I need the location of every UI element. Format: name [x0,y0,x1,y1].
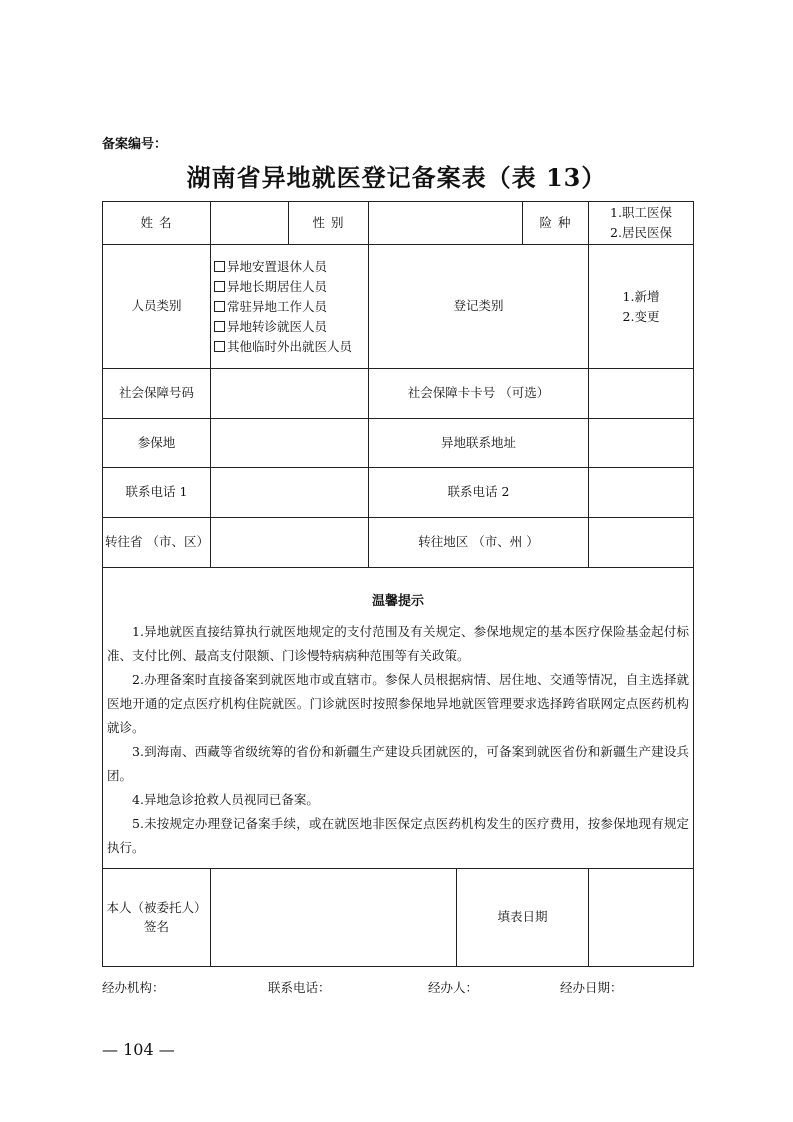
insurance-type-label: 险 种 [523,202,589,245]
row-social-security [103,369,694,419]
signature-field[interactable] [211,869,457,967]
name-label: 姓 名 [103,202,211,245]
gender-field[interactable] [369,202,523,245]
social-security-number-field[interactable] [211,369,369,419]
remote-address-label: 异地联系地址 [369,419,589,468]
registration-form [102,201,694,967]
registration-option-change: 2.变更 [622,308,660,324]
handling-agency-label: 经办机构： [102,980,165,995]
transfer-province-label: 转往省 （市、区） [103,518,211,568]
notice-item: 5.未按规定办理登记备案手续，或在就医地非医保定点医药机构发生的医疗费用，按参保地现有规定执行。 [107,815,689,855]
checkbox-icon[interactable] [214,301,225,312]
handling-date-label: 经办日期： [560,980,623,995]
checkbox-icon[interactable] [214,341,225,352]
signature-label-line2: 签名 [143,918,169,934]
insured-place-label: 参保地 [103,419,211,468]
row-phone [103,468,694,518]
notice-section [103,568,694,869]
row-notice [103,568,694,869]
gender-label: 性 别 [289,202,369,245]
person-category-label: 人员类别 [103,245,211,369]
category-option[interactable] [214,337,368,357]
page-title: 湖南省异地就医登记备案表（表 13） [186,163,607,192]
page-number: — 104 — [102,1040,175,1059]
file-number-label: 备案编号： [102,137,168,152]
category-option[interactable] [214,257,368,277]
insured-place-field[interactable] [211,419,369,468]
signature-label-line1: 本人（被委托人） [106,899,207,915]
category-option[interactable] [214,277,368,297]
fill-date-field[interactable] [589,869,694,967]
checkbox-icon[interactable] [214,281,225,292]
signature-label [103,869,211,967]
transfer-region-label: 转往地区 （市、州 ） [369,518,589,568]
contact-phone-label: 联系电话： [268,980,331,995]
category-option[interactable] [214,317,368,337]
handler-label: 经办人： [428,980,479,995]
transfer-region-field[interactable] [589,518,694,568]
phone-1-field[interactable] [211,468,369,518]
notice-item: 4.异地急诊抢救人员视同已备案。 [132,791,319,807]
row-basic-info [103,202,694,245]
category-option-label: 异地安置退休人员 [227,258,328,274]
registration-option-new: 1.新增 [622,288,660,304]
category-option-label: 其他临时外出就医人员 [227,338,353,354]
insurance-option-employee: 1.职工医保 [610,205,672,220]
transfer-province-field[interactable] [211,518,369,568]
row-person-category [103,245,694,369]
insurance-type-options[interactable] [589,202,694,245]
insurance-option-resident: 2.居民医保 [610,225,672,240]
notice-item: 1.异地就医直接结算执行就医地规定的支付范围及有关规定、参保地规定的基本医疗保险基金起付标 准、支付比例、最高支付限额、门诊慢特病病种范围等有关政策。 [107,623,689,663]
phone-1-label: 联系电话 1 [103,468,211,518]
social-security-number-label: 社会保障号码 [103,369,211,419]
checkbox-icon[interactable] [214,321,225,332]
notice-item: 3.到海南、西藏等省级统筹的省份和新疆生产建设兵团就医的，可备案到就医省份和新疆生产建设兵团。 [107,743,689,783]
row-signature [103,869,694,967]
checkbox-icon[interactable] [214,261,225,272]
remote-address-field[interactable] [589,419,694,468]
category-option[interactable] [214,297,368,317]
registration-type-label: 登记类别 [369,245,589,369]
social-security-card-label: 社会保障卡卡号 （可选） [369,369,589,419]
row-transfer-destination [103,518,694,568]
fill-date-label: 填表日期 [457,869,589,967]
notice-item: 2.办理备案时直接备案到就医地市或直辖市。参保人员根据病情、居住地、交通等情况，自主选择就医地开通的定点医疗机构住院就医。门诊就医时按照参保地异地就医管理要求选择跨省联网定点医药机构就诊。 [107,671,689,735]
social-security-card-field[interactable] [589,369,694,419]
name-field[interactable] [211,202,289,245]
phone-2-field[interactable] [589,468,694,518]
row-insured-place [103,419,694,468]
category-option-label: 异地长期居住人员 [227,278,328,294]
registration-type-options[interactable] [589,245,694,369]
category-option-label: 常驻异地工作人员 [227,298,328,314]
person-category-options [211,245,369,369]
notice-title: 温馨提示 [371,594,424,609]
category-option-label: 异地转诊就医人员 [227,318,328,334]
phone-2-label: 联系电话 2 [369,468,589,518]
